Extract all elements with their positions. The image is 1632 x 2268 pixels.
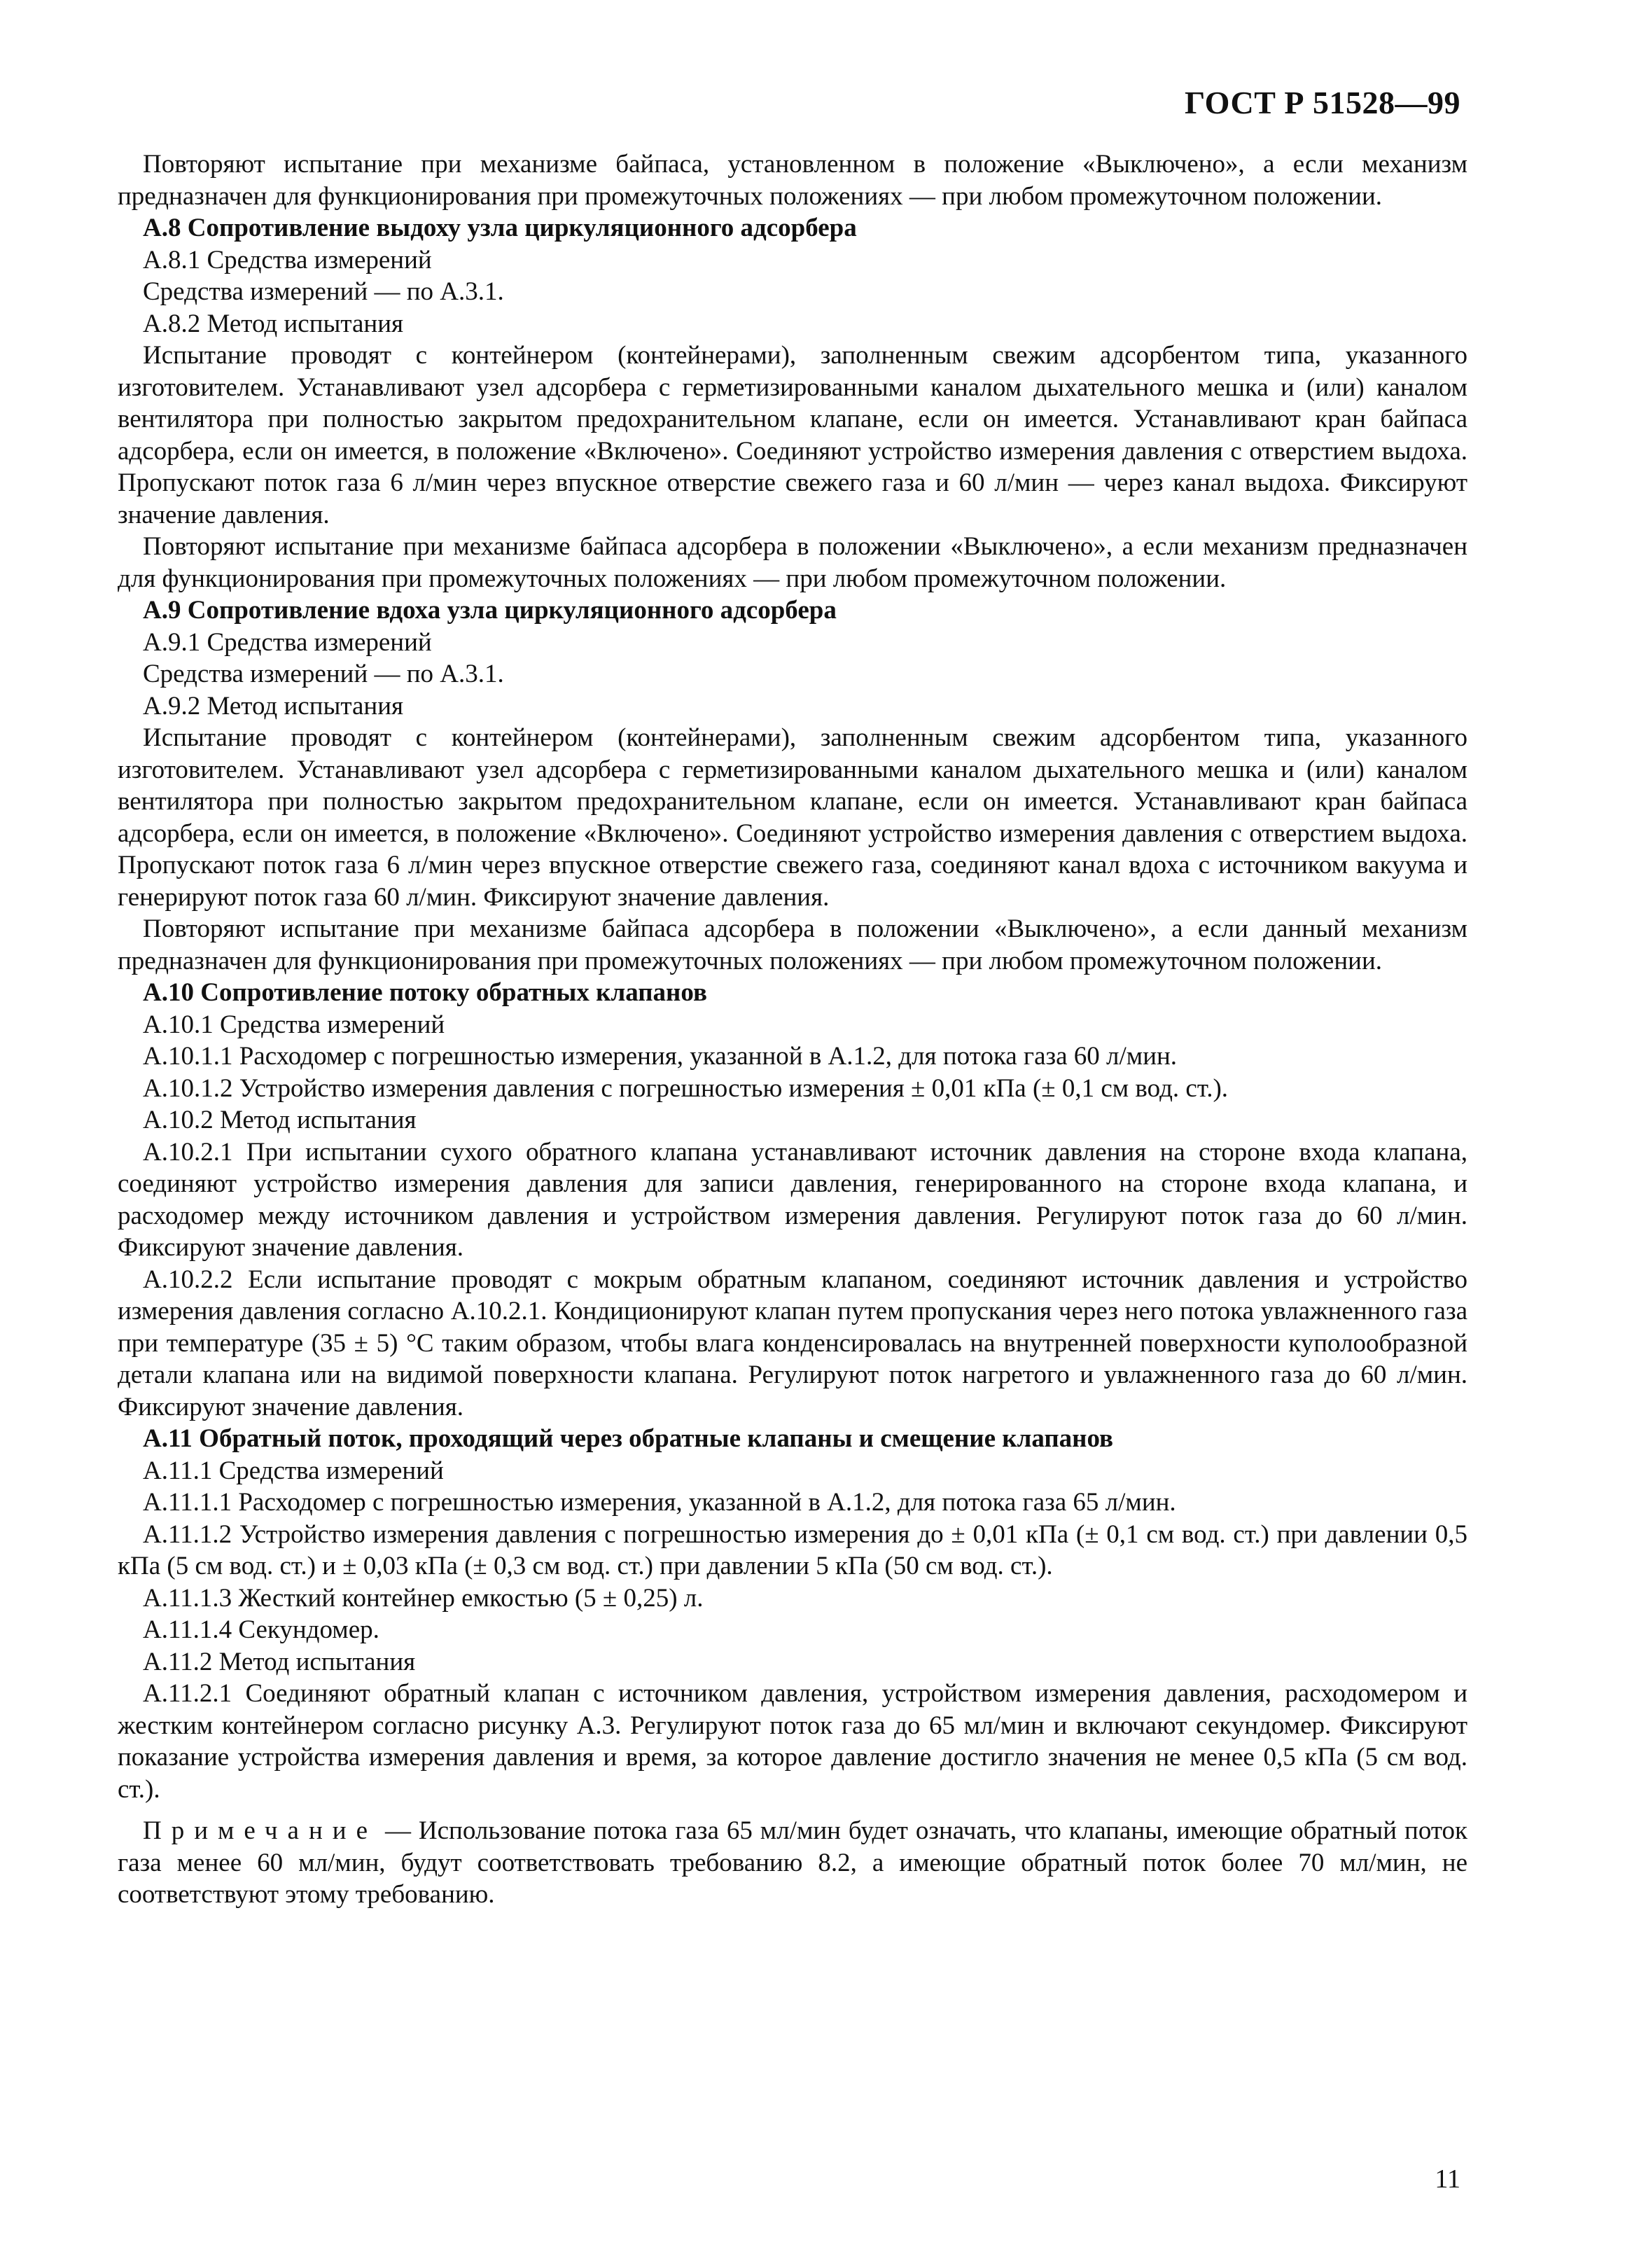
section-heading: А.10 Сопротивление потоку обратных клапанов [143,978,707,1007]
section-heading: А.11 Обратный поток, проходящий через обратные клапаны и смещение клапанов [143,1424,1114,1453]
section-heading: А.9 Сопротивление вдоха узла циркуляционного адсорбера [143,596,837,625]
subsection-line: А.10.1.1 Расходомер с погрешностью измерения, указанной в А.1.2, для потока газа 60 л/мин. [143,1042,1178,1071]
note-label: Примечание [143,1816,377,1845]
page-number: 11 [1435,2164,1460,2194]
paragraph: Повторяют испытание при механизме байпаса, установленном в положение «Выключено», а если механизм предназначен для функционирования при промежуточных положениях — при любом промежуточном положении. [118,150,1467,211]
paragraph: Испытание проводят с контейнером (контейнерами), заполненным свежим адсорбентом типа, указанного изготовителем. Устанавливают узел адсорбера с герметизированными каналом дыхательного мешка и (или) каналом вентилятора при полностью закрытом предохранительном клапане, если он имеется. Устанавливают кран байпаса адсорбера, если он имеется, в положение «Включено». Соединяют устройство измерения давления с отверстием выдоха. Пропускают поток газа 6 л/мин через впускное отверстие свежего газа и 60 л/мин — через канал выдоха. Фиксируют значение давления. [118,341,1467,529]
page-body [118,148,1467,1911]
subsection-line: А.11.1.3 Жесткий контейнер емкостью (5 ± 0,25) л. [143,1583,704,1613]
subsection-line: А.10.1.2 Устройство измерения давления с погрешностью измерения ± 0,01 кПа (± 0,1 см вод. ст.). [143,1073,1229,1103]
paragraph: Повторяют испытание при механизме байпаса адсорбера в положении «Выключено», а если механизм предназначен для функционирования при промежуточных положениях — при любом промежуточном положении. [118,532,1467,593]
subsection-line: А.11.1.1 Расходомер с погрешностью измерения, указанной в А.1.2, для потока газа 65 л/мин. [143,1488,1176,1517]
subsection-line: А.10.1 Средства измерений [143,1010,445,1039]
paragraph: А.10.2.2 Если испытание проводят с мокрым обратным клапаном, соединяют источник давления и устройство измерения давления согласно А.10.2.1. Кондиционируют клапан путем пропускания через него потока увлажненного газа при температуре (35 ± 5) °С таким образом, чтобы влага конденсировалась на внутренней поверхности куполообразной детали клапана или на видимой поверхности клапана. Регулируют поток нагретого и увлажненного газа до 60 л/мин. Фиксируют значение давления. [118,1265,1467,1421]
subsection-line: А.11.2 Метод испытания [143,1647,416,1676]
paragraph: А.11.2.1 Соединяют обратный клапан с источником давления, устройством измерения давления, расходомером и жестким контейнером согласно рисунку А.3. Регулируют поток газа до 65 мл/мин и включают секундомер. Фиксируют показание устройства измерения давления и время, за которое давление достигло значения не менее 0,5 кПа (5 см вод. ст.). [118,1679,1467,1804]
paragraph: Испытание проводят с контейнером (контейнерами), заполненным свежим адсорбентом типа, указанного изготовителем. Устанавливают узел адсорбера с герметизированными каналом дыхательного мешка и (или) каналом вентилятора при полностью закрытом предохранительном клапане, если он имеется. Устанавливают кран байпаса адсорбера, если он имеется, в положение «Включено». Соединяют устройство измерения давления с отверстием выдоха. Пропускают поток газа 6 л/мин через впускное отверстие свежего газа, соединяют канал вдоха с источником вакуума и генерируют поток газа 60 л/мин. Фиксируют значение давления. [118,723,1467,912]
paragraph: А.10.2.1 При испытании сухого обратного клапана устанавливают источник давления на стороне входа клапана, соединяют устройство измерения давления для записи давления, генерированного на стороне входа клапана, и расходомер между источником давления и устройством измерения давления. Регулируют поток газа до 60 л/мин. Фиксируют значение давления. [118,1137,1467,1262]
paragraph: А.11.1.2 Устройство измерения давления с погрешностью измерения до ± 0,01 кПа (± 0,1 см вод. ст.) при давлении 0,5 кПа (5 см вод. ст.) и ± 0,03 кПа (± 0,3 см вод. ст.) при давлении 5 кПа (50 см вод. ст.). [118,1519,1467,1580]
subsection-line: А.11.1.4 Секундомер. [143,1615,379,1644]
subsection-line: А.8.2 Метод испытания [143,309,404,338]
subsection-line: Средства измерений — по А.3.1. [143,277,504,306]
note-text: — Использование потока газа 65 мл/мин будет означать, что клапаны, имеющие обратный поток газа менее 60 мл/мин, будут соответствовать требованию 8.2, а имеющие обратный поток более 70 мл/мин, не соответствуют этому требованию. [118,1816,1467,1909]
document-code: ГОСТ Р 51528—99 [1185,85,1460,120]
paragraph: Повторяют испытание при механизме байпаса адсорбера в положении «Выключено», а если данный механизм предназначен для функционирования при промежуточных положениях — при любом промежуточном положении. [118,914,1467,975]
subsection-line: А.8.1 Средства измерений [143,245,432,274]
subsection-line: А.11.1 Средства измерений [143,1456,444,1485]
subsection-line: А.9.1 Средства измерений [143,627,432,657]
subsection-line: Средства измерений — по А.3.1. [143,660,504,688]
section-heading: А.8 Сопротивление выдоху узла циркуляционного адсорбера [143,214,857,242]
subsection-line: А.9.2 Метод испытания [143,691,404,721]
subsection-line: А.10.2 Метод испытания [143,1106,417,1134]
note [118,1815,1467,1911]
